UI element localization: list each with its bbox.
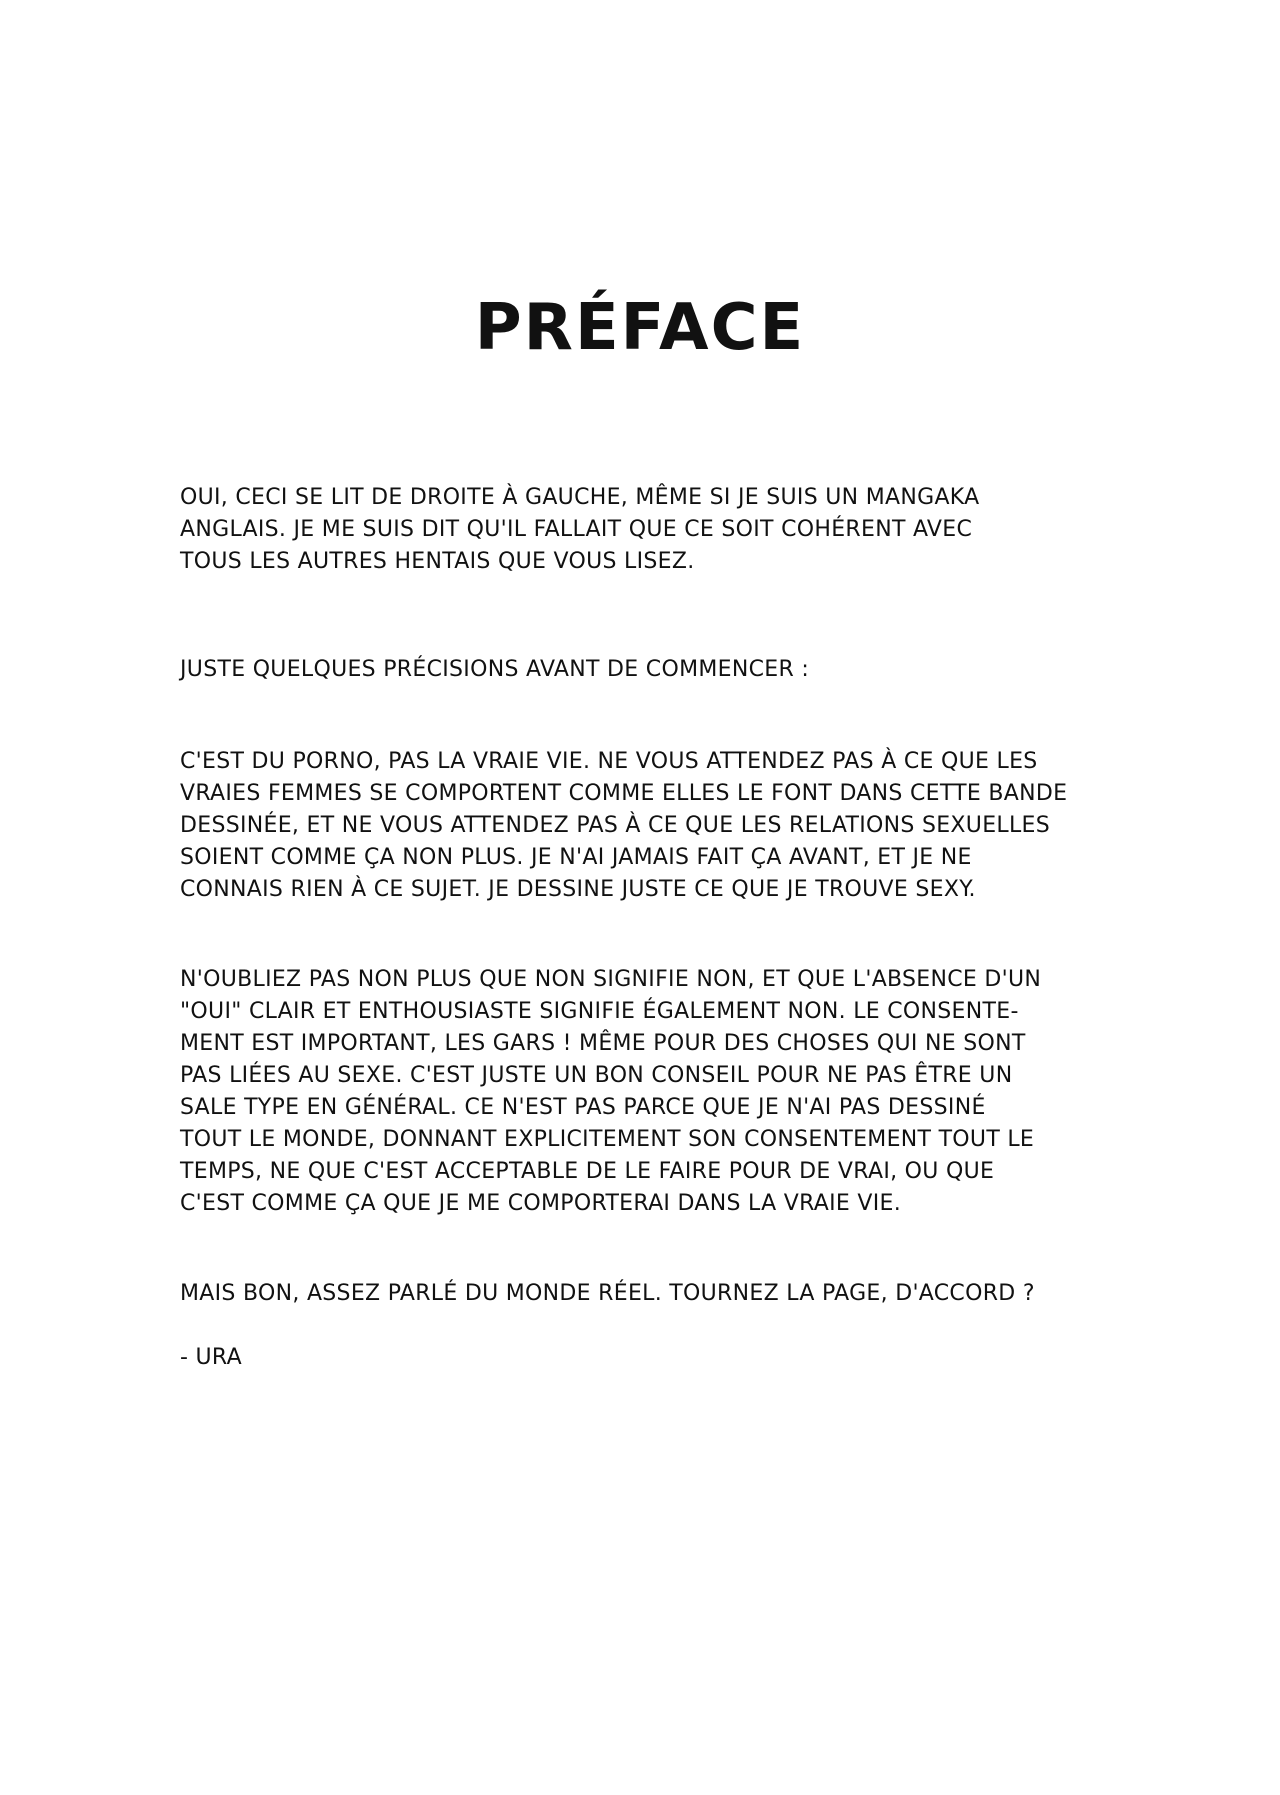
text-line: TEMPS, NE QUE C'EST ACCEPTABLE DE LE FAIRE POUR DE VRAI, OU QUE: [180, 1159, 995, 1184]
text-line: N'OUBLIEZ PAS NON PLUS QUE NON SIGNIFIE NON, ET QUE L'ABSENCE D'UN: [180, 967, 1042, 992]
text-line: MENT EST IMPORTANT, LES GARS ! MÊME POUR DES CHOSES QUI NE SONT: [180, 1031, 1026, 1056]
signature: [180, 1342, 1120, 1374]
text-line: PAS LIÉES AU SEXE. C'EST JUSTE UN BON CONSEIL POUR NE PAS ÊTRE UN: [180, 1063, 1013, 1088]
paragraph-consent: [180, 964, 1120, 1220]
paragraph-disclaimer: [180, 746, 1120, 906]
signature-text: - URA: [180, 1345, 242, 1370]
text-line: "OUI" CLAIR ET ENTHOUSIASTE SIGNIFIE ÉGALEMENT NON. LE CONSENTE-: [180, 999, 1019, 1024]
text-line: ANGLAIS. JE ME SUIS DIT QU'IL FALLAIT QUE CE SOIT COHÉRENT AVEC: [180, 517, 973, 542]
text-line: C'EST COMME ÇA QUE JE ME COMPORTERAI DANS LA VRAIE VIE.: [180, 1191, 902, 1216]
paragraph-intro: [180, 654, 1120, 686]
text-line: SOIENT COMME ÇA NON PLUS. JE N'AI JAMAIS FAIT ÇA AVANT, ET JE NE: [180, 845, 972, 870]
text-line: OUI, CECI SE LIT DE DROITE À GAUCHE, MÊME SI JE SUIS UN MANGAKA: [180, 485, 980, 510]
text-line: DESSINÉE, ET NE VOUS ATTENDEZ PAS À CE QUE LES RELATIONS SEXUELLES: [180, 813, 1050, 838]
text-line: MAIS BON, ASSEZ PARLÉ DU MONDE RÉEL. TOURNEZ LA PAGE, D'ACCORD ?: [180, 1281, 1035, 1306]
text-line: TOUS LES AUTRES HENTAIS QUE VOUS LISEZ.: [180, 549, 695, 574]
text-line: SALE TYPE EN GÉNÉRAL. CE N'EST PAS PARCE QUE JE N'AI PAS DESSINÉ: [180, 1095, 986, 1120]
text-line: CONNAIS RIEN À CE SUJET. JE DESSINE JUSTE CE QUE JE TROUVE SEXY.: [180, 877, 976, 902]
text-line: TOUT LE MONDE, DONNANT EXPLICITEMENT SON CONSENTEMENT TOUT LE: [180, 1127, 1035, 1152]
text-line: C'EST DU PORNO, PAS LA VRAIE VIE. NE VOUS ATTENDEZ PAS À CE QUE LES: [180, 749, 1038, 774]
page-title: PRÉFACE: [474, 291, 806, 365]
text-line: JUSTE QUELQUES PRÉCISIONS AVANT DE COMMENCER :: [180, 657, 810, 682]
paragraph-reading-direction: [180, 482, 1120, 578]
text-line: VRAIES FEMMES SE COMPORTENT COMME ELLES LE FONT DANS CETTE BANDE: [180, 781, 1068, 806]
paragraph-closing: [180, 1278, 1120, 1310]
